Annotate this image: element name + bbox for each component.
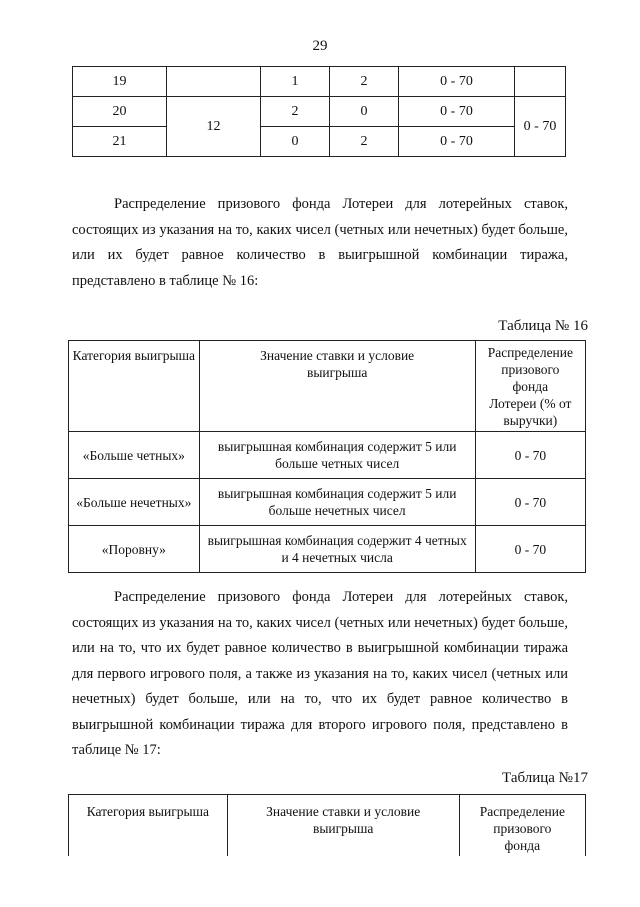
table-caption: Таблица № 16: [498, 318, 588, 334]
table-cell: выигрышная комбинация содержит 5 или больше нечетных чисел: [199, 479, 475, 526]
continued-table: [72, 66, 566, 157]
merged-total-cell: 0 - 70: [515, 97, 566, 157]
table-cell: «Больше нечетных»: [69, 479, 200, 526]
table-row: [73, 97, 566, 127]
paragraph: [72, 585, 568, 764]
header-cell: Значение ставки и условие выигрыша: [227, 795, 459, 857]
table-caption: Таблица №17: [502, 770, 588, 786]
table-row: [69, 432, 586, 479]
table-header-row: [69, 795, 586, 857]
header-cell: Распределение призового фонда Лотереи (% от выручки): [475, 341, 585, 432]
header-cell: Распределение призового фонда: [459, 795, 585, 857]
table-row: [69, 526, 586, 573]
table-row: [69, 479, 586, 526]
table-cell: 0 - 70: [399, 97, 515, 127]
page-number: 29: [312, 38, 328, 54]
table-cell: 2: [261, 97, 330, 127]
table-cell: [167, 67, 261, 97]
table-16: [68, 340, 586, 573]
table-cell: «Поровну»: [69, 526, 200, 573]
paragraph: [72, 192, 568, 294]
table-cell: 20: [73, 97, 167, 127]
table-cell: 0 - 70: [399, 127, 515, 157]
table-cell: выигрышная комбинация содержит 4 четных и 4 нечетных числа: [199, 526, 475, 573]
table-cell: 2: [330, 127, 399, 157]
paragraph-text: Распределение призового фонда Лотереи для лотерейных ставок, состоящих из указания на то, каких чисел (четных или нечетных) будет больше, или их будет равное количество в выигрышной комбинации тиража, представлено в таблице № 16:: [72, 196, 568, 289]
table-cell: 0: [330, 97, 399, 127]
table-cell: 21: [73, 127, 167, 157]
table-cell: 0 - 70: [475, 432, 585, 479]
table-cell: 2: [330, 67, 399, 97]
table-cell: 0 - 70: [475, 526, 585, 573]
table-cell: выигрышная комбинация содержит 5 или больше четных чисел: [199, 432, 475, 479]
table-cell: 19: [73, 67, 167, 97]
table-cell: 0: [261, 127, 330, 157]
header-cell: Значение ставки и условие выигрыша: [199, 341, 475, 432]
paragraph-text: Распределение призового фонда Лотереи для лотерейных ставок, состоящих из указания на то, каких чисел (четных или нечетных) будет больше, или на то, что их будет равное количество в выигрышной комбинации тиража для первого игрового поля, а также из указания на то, каких чисел (четных или нечетных) будет больше, или на то, что их будет равное количество в выигрышной комбинации тиража для второго игрового поля, представлено в таблице № 17:: [72, 589, 568, 758]
table-row: [73, 127, 566, 157]
header-cell: Категория выигрыша: [69, 341, 200, 432]
table-cell: 1: [261, 67, 330, 97]
table-17: [68, 794, 586, 856]
table-cell: «Больше четных»: [69, 432, 200, 479]
table-cell: 0 - 70: [475, 479, 585, 526]
table-header-row: [69, 341, 586, 432]
header-cell: Категория выигрыша: [69, 795, 228, 857]
merged-cell: 12: [167, 97, 261, 157]
table-cell: 0 - 70: [399, 67, 515, 97]
table-cell: [515, 67, 566, 97]
table-row: [73, 67, 566, 97]
